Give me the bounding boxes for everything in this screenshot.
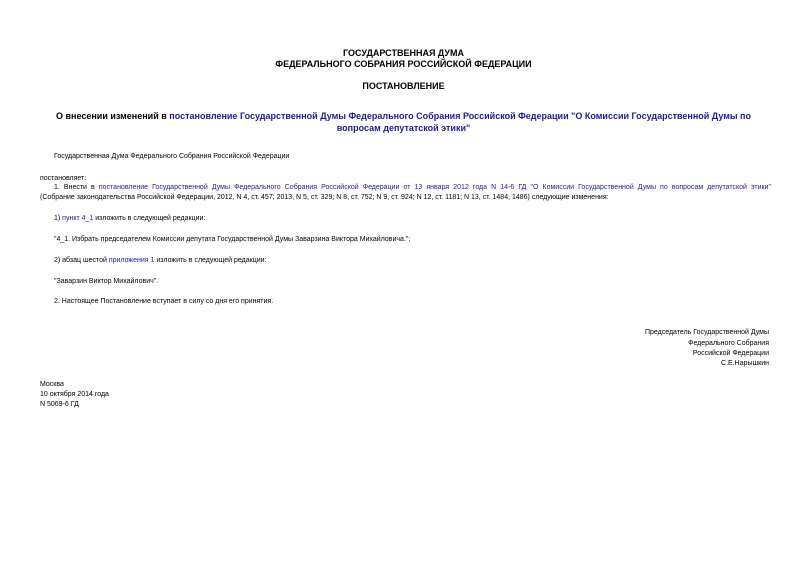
- subitem-1-prefix: 1): [54, 215, 63, 222]
- footer-city: Москва: [40, 381, 64, 388]
- subitem-1-paragraph: [54, 214, 205, 224]
- signature-name: С.Е.Нарышкин: [721, 360, 769, 367]
- item-2-paragraph: 2. Настоящее Постановление вступает в силу со дня его принятия.: [54, 298, 274, 305]
- subitem-2-paragraph: [54, 256, 266, 266]
- subitem-2-link[interactable]: приложения 1: [108, 257, 155, 264]
- subitem-2-prefix: 2) абзац шестой: [54, 257, 109, 264]
- footer-number: N 5069-6 ГД: [40, 401, 79, 408]
- subitem-1-suffix: изложить в следующей редакции:: [93, 215, 206, 222]
- resolves-paragraph: постановляет:: [40, 175, 87, 182]
- document-title: [40, 110, 767, 134]
- issuer-paragraph: Государственная Дума Федерального Собрания Российской Федерации: [54, 153, 290, 160]
- header-line-2: ФЕДЕРАЛЬНОГО СОБРАНИЯ РОССИЙСКОЙ ФЕДЕРАЦИИ: [275, 59, 532, 69]
- document-type: ПОСТАНОВЛЕНИЕ: [362, 81, 445, 91]
- title-link[interactable]: постановление Государственной Думы Федерального Собрания Российской Федерации "О Комиссии Государственной Думы по вопросам депутатской этики": [169, 111, 751, 133]
- header-line-1: ГОСУДАРСТВЕННАЯ ДУМА: [342, 48, 465, 58]
- title-prefix: О внесении изменений в: [55, 111, 170, 121]
- item-1-prefix: 1. Внести в: [54, 184, 99, 191]
- signature-title-2: Федерального Собрания: [688, 340, 769, 347]
- item-1-continuation: (Собрание законодательства Российской Федерации, 2012, N 4, ст. 457; 2013, N 5, ст. 329; N 8, ст. 752; N 9, ст. 924; N 12, ст. 1181; N 13, ст. 1484, 1486) следующие изменения:: [40, 194, 609, 201]
- subitem-1-link[interactable]: пункт 4_1: [62, 215, 94, 222]
- signature-title-1: Председатель Государственной Думы: [644, 329, 769, 336]
- item-1-link[interactable]: постановление Государственной Думы Федерального Собрания Российской Федерации от 13 января 2012 года N 14-6 ГД "О Комиссии Государственной Думы по вопросам депутатской этики": [98, 184, 772, 191]
- signature-title-3: Российской Федерации: [692, 350, 769, 357]
- subitem-1-text: "4_1. Избрать председателем Комиссии депутата Государственной Думы Заварзина Виктора Михайловича.";: [54, 236, 411, 243]
- item-1-paragraph: [54, 183, 771, 193]
- footer-date: 10 октября 2014 года: [40, 391, 109, 398]
- subitem-2-text: "Заварзин Виктор Михайлович".: [54, 278, 159, 285]
- subitem-2-suffix: изложить в следующей редакции:: [154, 257, 267, 264]
